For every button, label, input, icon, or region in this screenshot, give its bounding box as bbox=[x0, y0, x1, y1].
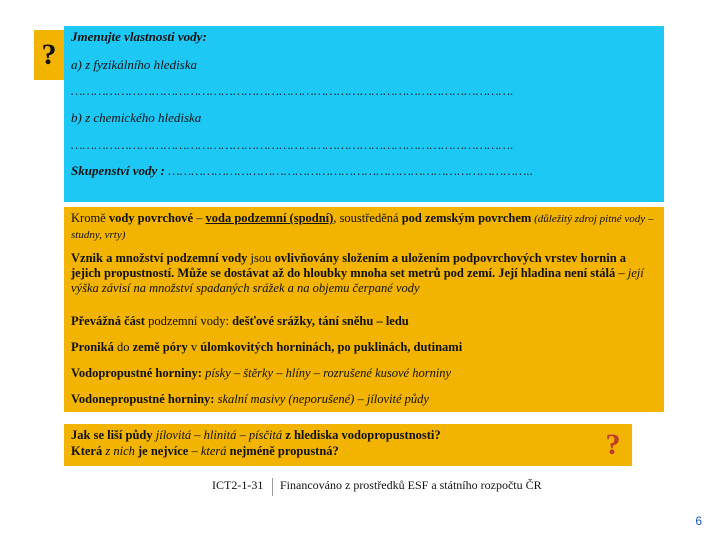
text: nejméně propustná? bbox=[229, 444, 339, 458]
funding-note: Financováno z prostředků ESF a státního rozpočtu ČR bbox=[280, 478, 542, 492]
text: Která bbox=[71, 444, 103, 458]
paragraph-permeable-rocks bbox=[71, 366, 657, 381]
text: dešťové srážky, tání sněhu – ledu bbox=[232, 314, 409, 328]
groundwater-info-panel bbox=[64, 207, 664, 412]
item-chemical: b) z chemického hlediska bbox=[71, 110, 202, 125]
text: Vodopropustné horniny: bbox=[71, 366, 202, 380]
text: , soustředěná bbox=[333, 211, 402, 225]
page-number: 6 bbox=[695, 514, 702, 528]
surface-water-term: vody povrchové bbox=[108, 211, 193, 225]
text: póry bbox=[162, 340, 188, 354]
text: do bbox=[113, 340, 133, 354]
properties-task-panel bbox=[64, 26, 664, 202]
text: Vznik a množství podzemní vody bbox=[71, 251, 248, 265]
text: je nejvíce bbox=[138, 444, 189, 458]
paragraph-impermeable-rocks bbox=[71, 392, 657, 407]
text: z hlediska vodopropustnosti? bbox=[282, 428, 441, 442]
answer-line-chemical: ……………………………………………………………………………………………………. bbox=[71, 137, 514, 152]
paragraph-origin bbox=[71, 251, 657, 296]
item-physical: a) z fyzikálního hlediska bbox=[71, 57, 198, 72]
text: – která bbox=[188, 444, 230, 458]
question-mark: ? bbox=[605, 428, 621, 461]
text: země bbox=[132, 340, 160, 354]
text: – bbox=[193, 211, 206, 225]
answer-line-states: ………………………………………………………………………………….. bbox=[164, 163, 533, 178]
text: z nich bbox=[102, 444, 138, 458]
paragraph-penetration bbox=[71, 340, 657, 355]
question-mark: ? bbox=[41, 38, 57, 71]
text: skalní masivy (neporušené) – jílovité půdy bbox=[214, 392, 429, 406]
text: jílovitá – hlinitá – písčitá bbox=[152, 428, 283, 442]
groundwater-term: voda podzemní (spodní) bbox=[205, 211, 334, 225]
text: – její výška závisí na množství spadaných srážek a na objemu čerpané vody bbox=[71, 266, 644, 295]
project-code: ICT2-1-31 bbox=[212, 478, 264, 492]
text: v bbox=[187, 340, 201, 354]
footer-divider bbox=[272, 478, 273, 496]
note-drinking-water: (důležitý zdroj pitné vody – studny, vrty) bbox=[71, 213, 654, 241]
text: Kromě bbox=[71, 211, 109, 225]
answer-line-physical: ……………………………………………………………………………………………………. bbox=[71, 83, 514, 98]
text: Vodonepropustné horniny: bbox=[71, 392, 215, 406]
question-line-1 bbox=[71, 427, 625, 443]
text: Její hladina není stálá bbox=[498, 266, 616, 280]
task-title: Jmenujte vlastnosti vody: bbox=[71, 29, 207, 44]
text: Proniká bbox=[71, 340, 114, 354]
paragraph-groundwater-intro bbox=[71, 211, 657, 243]
question-mark-box bbox=[34, 30, 64, 80]
states-row bbox=[71, 163, 656, 179]
under-surface-term: pod zemským povrchem bbox=[401, 211, 532, 225]
text: písky – štěrky – hlíny – rozrušené kusové horniny bbox=[201, 366, 452, 380]
paragraph-main-source bbox=[71, 314, 657, 329]
text: ovlivňovány složením a uložením podpovrchových vrstev hornin a jejich propustností. Může se dostávat až do hloubky mnoha set metrů pod zemí. bbox=[71, 251, 627, 280]
question-line-2 bbox=[71, 443, 625, 459]
states-label: Skupenství vody : bbox=[71, 163, 165, 178]
text: Převážná část bbox=[71, 314, 145, 328]
text: úlomkovitých horninách, po puklinách, dutinami bbox=[200, 340, 463, 354]
footer bbox=[212, 478, 572, 496]
text: Jak se liší půdy bbox=[71, 428, 153, 442]
question-mark-box bbox=[596, 424, 630, 466]
soil-question-panel bbox=[64, 424, 632, 466]
text: podzemní vody: bbox=[144, 314, 233, 328]
text: jsou bbox=[247, 251, 275, 265]
